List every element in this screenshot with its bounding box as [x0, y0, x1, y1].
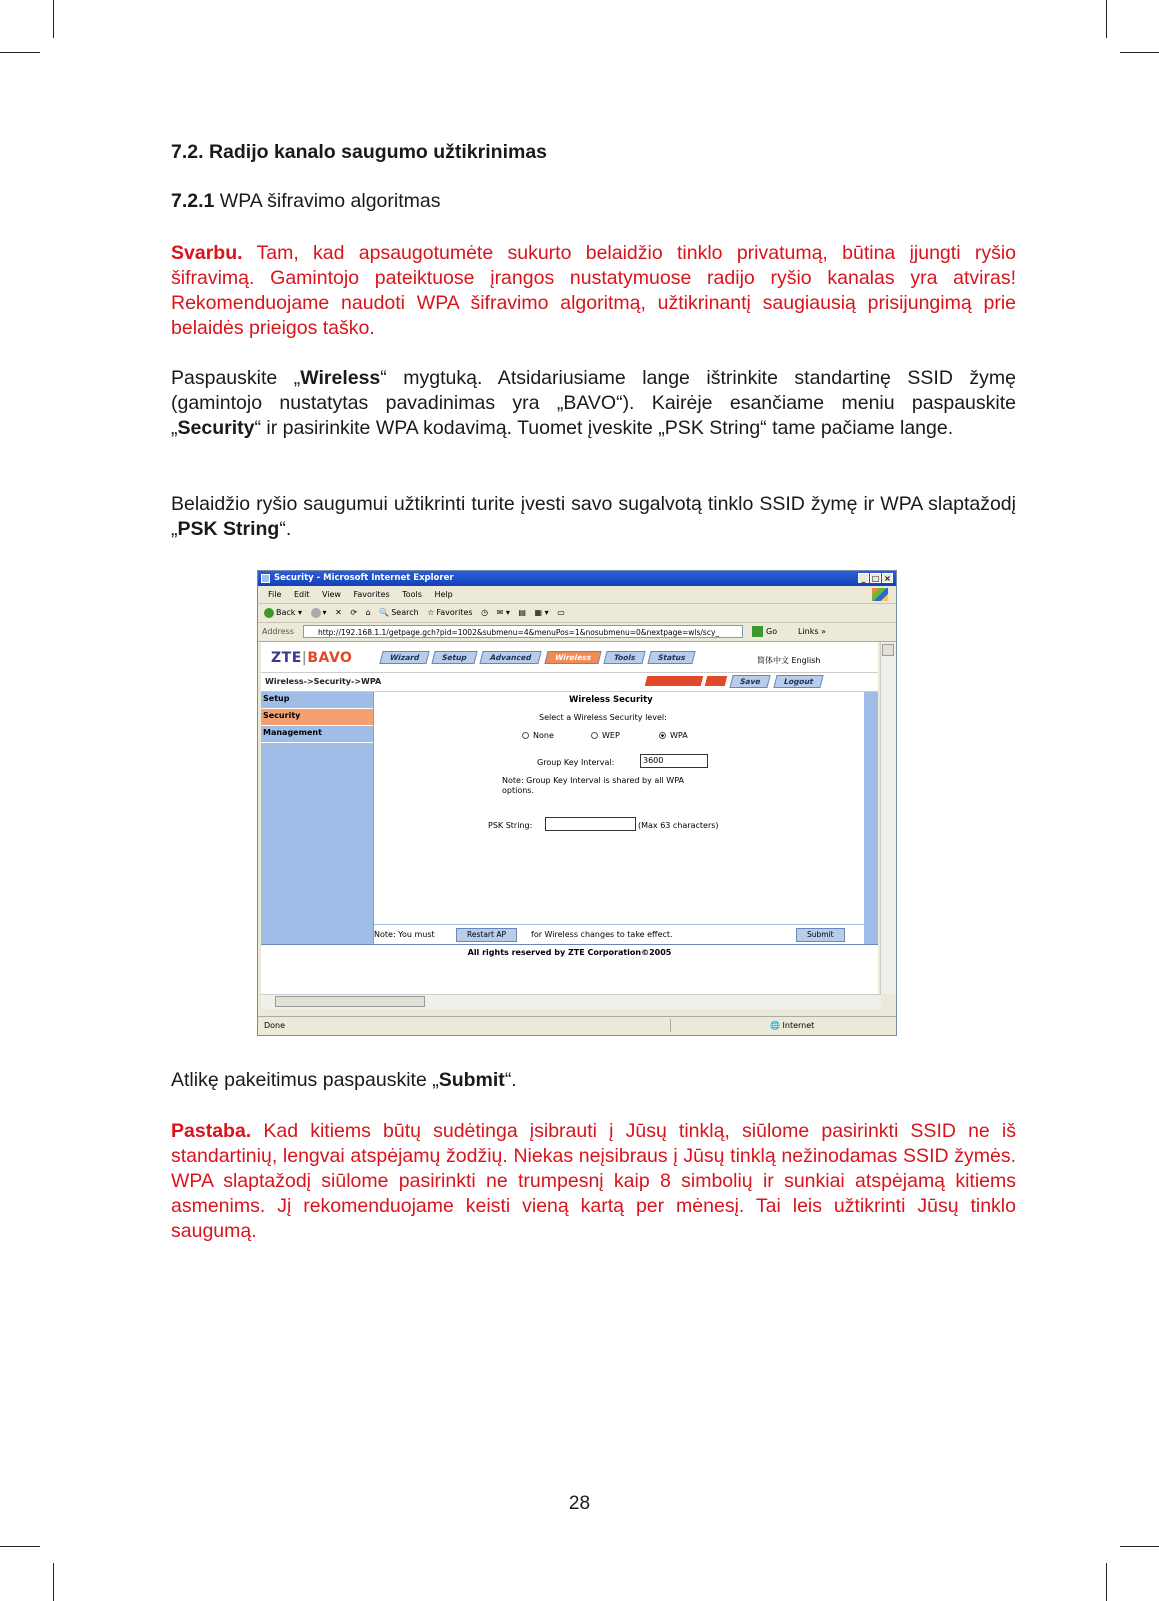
menu-file[interactable]: File: [268, 590, 282, 599]
restart-note-b: for Wireless changes to take effect.: [531, 930, 673, 939]
panel-heading: Wireless Security: [569, 695, 653, 705]
crop-mark: [1120, 52, 1159, 53]
para3-submit: Submit: [438, 1069, 505, 1091]
mail-icon[interactable]: ✉ ▾: [496, 608, 510, 617]
crop-mark: [1106, 0, 1107, 38]
para1-text-c: “ mygtuką. Atsidariusiame lange ištrinkite standartinę SSID žymę (gamintojo nustatytas pavadinimas yra „BAVO“). Kairėje esančiame meniu paspauskite „: [171, 367, 1016, 439]
psk-string-input[interactable]: [545, 817, 636, 831]
links-button[interactable]: Links »: [798, 627, 826, 636]
search-label: Search: [391, 608, 419, 617]
language-switch[interactable]: 简体中文 English: [757, 656, 821, 665]
sidebar-item-security[interactable]: Security: [261, 709, 373, 726]
psk-hint: (Max 63 characters): [638, 821, 719, 830]
note-paragraph: [171, 1119, 1016, 1244]
nav-status[interactable]: Status: [648, 651, 697, 664]
subsection-title: [171, 189, 1016, 214]
nav-wireless[interactable]: Wireless: [544, 651, 601, 664]
option-wpa-label: WPA: [670, 731, 688, 740]
restart-note-bar: [374, 924, 864, 945]
window-title: Security - Microsoft Internet Explorer: [274, 573, 454, 583]
menu-edit[interactable]: Edit: [293, 590, 310, 599]
section-title: 7.2. Radijo kanalo saugumo užtikrinimas: [171, 141, 548, 163]
vertical-scrollbar[interactable]: [880, 642, 896, 994]
maximize-icon[interactable]: □: [871, 574, 880, 583]
nav-setup[interactable]: Setup: [432, 651, 478, 664]
sidebar-item-setup[interactable]: Setup: [261, 692, 373, 709]
forward-arrow-icon: [311, 608, 321, 618]
router-page: [261, 642, 878, 994]
back-button[interactable]: Back ▾: [264, 604, 302, 622]
go-button[interactable]: [752, 626, 777, 637]
scroll-up-icon[interactable]: [882, 644, 894, 656]
nav-tools[interactable]: Tools: [603, 651, 646, 664]
submit-button[interactable]: Submit: [796, 928, 845, 942]
instruction-paragraph: [171, 366, 1016, 441]
subsection-number: 7.2.1: [171, 190, 215, 212]
back-arrow-icon: [264, 608, 274, 618]
go-label: Go: [766, 627, 778, 636]
favorites-label: Favorites: [436, 608, 473, 617]
windows-logo-icon: [872, 588, 888, 601]
scroll-thumb[interactable]: [275, 996, 425, 1007]
menu-view[interactable]: View: [321, 590, 341, 599]
horizontal-scrollbar[interactable]: [261, 994, 881, 1009]
breadcrumb-bar: [261, 673, 878, 692]
note-label: Pastaba.: [171, 1120, 252, 1142]
radio-none[interactable]: [522, 732, 529, 739]
close-icon[interactable]: ×: [882, 573, 893, 583]
radio-wpa[interactable]: [659, 732, 666, 739]
status-zone: 🌐 Internet: [770, 1021, 815, 1030]
para1-wireless: Wireless: [300, 367, 381, 389]
crop-mark: [0, 52, 40, 53]
security-prompt: Select a Wireless Security level:: [539, 713, 667, 722]
favorites-button[interactable]: ☆ Favorites: [427, 604, 472, 622]
zte-bavo-logo: ZTE|BAVO: [271, 650, 353, 666]
router-header: [261, 642, 878, 673]
window-controls: [858, 573, 893, 583]
restart-note-a: Note: You must: [374, 930, 435, 939]
router-footer: All rights reserved by ZTE Corporation©2005: [261, 944, 878, 961]
minimize-icon[interactable]: _: [858, 573, 869, 583]
restart-ap-button[interactable]: Restart AP: [456, 928, 517, 942]
group-key-note-1: Note: Group Key Interval is shared by all WPA: [502, 776, 684, 785]
para1-text-a: Paspauskite „: [171, 367, 301, 389]
note-text: Kad kitiems būtų sudėtinga įsibrauti į Jūsų tinklą, siūlome pasirinkti SSID ne iš standartinių, lengvai atspėjamų žodžių. Niekas neįsibraus į Jūsų tinklą nežinodamas SSID žymės. WPA slaptažodį siūlome pasirinkti ne trumpesnį kaip 8 simbolių ir sunkiai atspėjamą kitiems asmenims. Jį rekomenduojame keisti vieną kartą per mėnesį. Tai leis užtikrinti Jūsų tinklo saugumą.: [171, 1120, 1016, 1242]
browser-screenshot: [257, 570, 897, 1036]
crop-mark: [0, 1546, 40, 1547]
option-none-label: None: [533, 731, 554, 740]
para2-text-c: “.: [279, 518, 292, 540]
save-button[interactable]: Save: [729, 675, 771, 688]
sidebar-item-management[interactable]: Management: [261, 726, 373, 743]
refresh-icon[interactable]: ⟳: [350, 608, 358, 617]
menu-help[interactable]: Help: [434, 590, 453, 599]
forward-button[interactable]: ▾: [311, 604, 327, 622]
crop-mark: [53, 1563, 54, 1601]
page-number: 28: [568, 1493, 591, 1514]
crop-mark: [1120, 1546, 1159, 1547]
menu-tools[interactable]: Tools: [402, 590, 422, 599]
ie-icon: [261, 574, 270, 583]
option-none[interactable]: [522, 731, 554, 740]
save-logout-group: [731, 675, 823, 688]
window-titlebar: [258, 571, 896, 586]
go-arrow-icon: [752, 626, 763, 637]
crop-mark: [53, 0, 54, 38]
para2-text-a: Belaidžio ryšio saugumui užtikrinti turite įvesti savo sugalvotą tinklo SSID žymę ir WPA slaptažodį „: [171, 493, 1016, 540]
para3-text-a: Atlikę pakeitimus paspauskite „: [171, 1069, 439, 1091]
menu-bar: [258, 586, 896, 604]
nav-wizard[interactable]: Wizard: [379, 651, 430, 664]
toolbar: [258, 604, 896, 623]
nav-advanced[interactable]: Advanced: [480, 651, 543, 664]
edit-icon[interactable]: ▦ ▾: [534, 608, 549, 617]
decorative-stripes: [645, 676, 727, 686]
group-key-note-2: options.: [502, 786, 535, 795]
logout-button[interactable]: Logout: [774, 675, 825, 688]
important-paragraph: [171, 241, 1016, 341]
para1-text-e: “ ir pasirinkite WPA kodavimą. Tuomet įveskite „PSK String“ tame pačiame lange.: [254, 417, 954, 439]
psk-label: PSK String:: [488, 821, 533, 830]
folder-icon[interactable]: ▭: [557, 608, 565, 617]
para3-text-c: “.: [504, 1069, 517, 1091]
para2-psk: PSK String: [177, 518, 280, 540]
important-text: Tam, kad apsaugotumėte sukurto belaidžio tinklo privatumą, būtina įjungti ryšio šifravimą. Gamintojo pateiktuose įrangos nustatymuose radijo ryšio kanalas yra atviras! Rekomenduojame naudoti WPA šifravimo algoritmą, užtikrinantį saugiausią prisijungimą prie belaidės prieigos taško.: [171, 242, 1016, 339]
option-wpa[interactable]: [659, 731, 688, 740]
status-zone-label: Internet: [782, 1021, 815, 1030]
option-wep-label: WEP: [602, 731, 620, 740]
psk-paragraph: [171, 492, 1016, 542]
logo-bavo: BAVO: [307, 650, 353, 666]
router-sidebar: [261, 692, 374, 944]
group-key-label: Group Key Interval:: [537, 758, 615, 767]
address-bar: [258, 623, 896, 642]
important-label: Svarbu.: [171, 242, 243, 264]
links-label: Links: [798, 627, 819, 636]
option-wep[interactable]: [591, 731, 620, 740]
search-button[interactable]: 🔍 Search: [379, 604, 418, 622]
security-panel: [374, 692, 864, 924]
submit-paragraph: [171, 1068, 1016, 1093]
menu-favorites[interactable]: Favorites: [353, 590, 390, 599]
history-icon[interactable]: ◷: [481, 608, 489, 617]
panel-right-border: [864, 692, 878, 944]
para1-security: Security: [177, 417, 255, 439]
status-bar: [258, 1016, 896, 1035]
status-divider: [670, 1019, 763, 1032]
address-input[interactable]: http://192.168.1.1/getpage.gch?pid=1002&submenu=4&menuPos=1&nosubmenu=0&nextpage=wls/scy_: [303, 625, 743, 638]
status-done: Done: [264, 1021, 286, 1030]
address-label: Address: [262, 627, 294, 636]
print-icon[interactable]: ▤: [518, 608, 526, 617]
group-key-input[interactable]: 3600: [640, 754, 708, 768]
breadcrumb: Wireless->Security->WPA: [265, 677, 382, 686]
home-icon[interactable]: ⌂: [365, 608, 371, 617]
subsection-name: WPA šifravimo algoritmas: [219, 190, 441, 212]
crop-mark: [1106, 1563, 1107, 1601]
radio-wep[interactable]: [591, 732, 598, 739]
back-label: Back: [276, 608, 296, 617]
router-nav: [381, 651, 695, 664]
stop-icon[interactable]: ✕: [335, 608, 342, 617]
logo-zte: ZTE: [271, 650, 302, 666]
